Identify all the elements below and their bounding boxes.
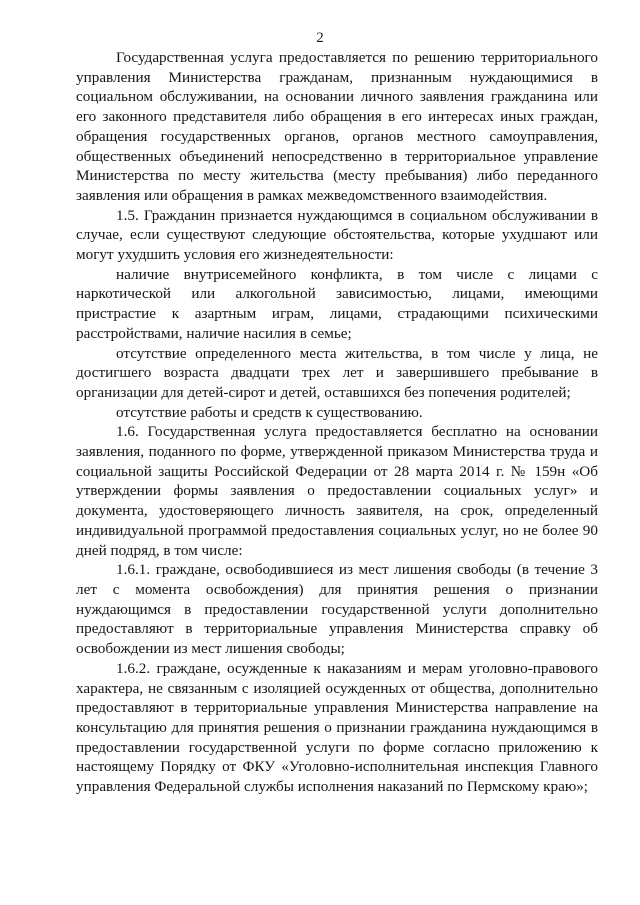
page-number: 2	[316, 30, 324, 46]
paragraph-1-6-1: 1.6.1. граждане, освободившиеся из мест лишения свободы (в течение 3 лет с момента освобождения) для принятия решения о признании нуждающимся в предоставлении государственной услуги дополнительно предоставляют в территориальные управления Министерства справку об освобождении из мест лишения свободы;	[76, 561, 598, 658]
paragraph-1-5: 1.5. Гражданин признается нуждающимся в социальном обслуживании в случае, если существуют следующие обстоятельства, которые ухудшают или могут ухудшить условия его жизнедеятельности:	[76, 206, 598, 264]
paragraph-1-6-2: 1.6.2. граждане, осужденные к наказаниям и мерам уголовно-правового характера, не связанным с изоляцией осужденных от общества, дополнительно предоставляют в территориальные управления Министерства направление на консультацию для принятия решения о признании гражданина нуждающимся в предоставлении государственной услуги по форме согласно приложению к настоящему Порядку от ФКУ «Уголовно-исполнительная инспекция Главного управления Федеральной службы исполнения наказаний по Пермскому краю»;	[76, 659, 598, 796]
paragraph-provision-basis: Государственная услуга предоставляется по решению территориального управления Министерства гражданам, признанным нуждающимися в социальном обслуживании, на основании личного заявления гражданина или его законного представителя либо обращения в его интересах иных граждан, обращения государственных органов, органов местного самоуправления, общественных объединений непосредственно в территориальное управление Министерства по месту жительства (месту пребывания) либо переданного заявления или обращения в рамках межведомственного взаимодействия.	[76, 49, 598, 204]
paragraph-family-conflict: наличие внутрисемейного конфликта, в том числе с лицами с наркотической или алкогольной зависимостью, лицами, имеющими пристрастие к азартным играм, лицами, страдающими психическими расстройствами, наличие насилия в семье;	[76, 265, 598, 342]
paragraph-1-6: 1.6. Государственная услуга предоставляется бесплатно на основании заявления, поданного по форме, утвержденной приказом Министерства труда и социальной защиты Российской Федерации от 28 марта 2014 г. № 159н «Об утверждении формы заявления о предоставлении социальных услуг» и документа, удостоверяющего личность заявителя, на срок, определенный индивидуальной программой предоставления социальных услуг, но не более 90 дней подряд, в том числе:	[76, 423, 598, 559]
paragraph-no-residence: отсутствие определенного места жительства, в том числе у лица, не достигшего возраста двадцати трех лет и завершившего пребывание в организации для детей-сирот и детей, оставшихся без попечения родителей;	[76, 344, 598, 401]
document-body	[76, 48, 598, 797]
paragraph-no-work: отсутствие работы и средств к существованию.	[116, 403, 423, 421]
